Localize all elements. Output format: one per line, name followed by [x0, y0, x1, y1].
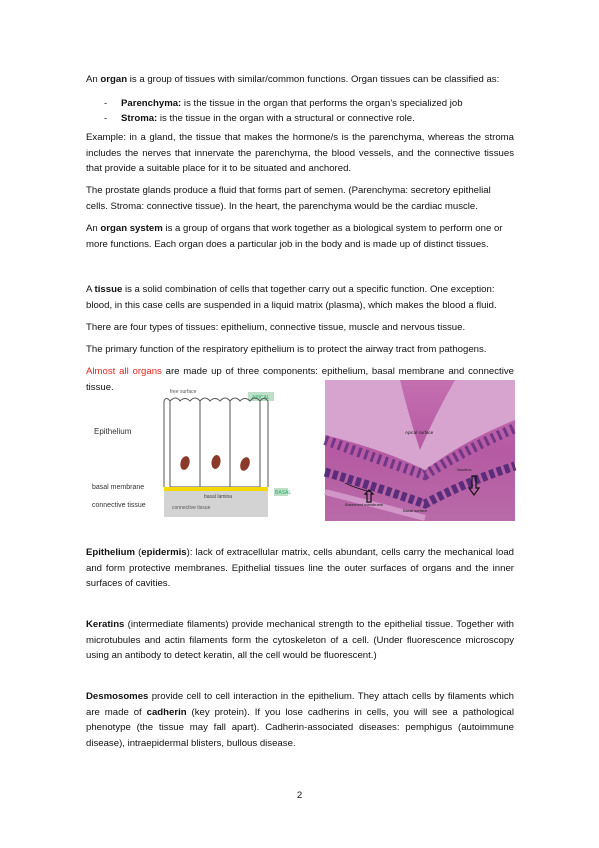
paragraph-desmosomes: Desmosomes provide cell to cell interaction in the epithelium. They attach cells by filaments which are made of cadherin (key protein). If you lose cadherins in cells, you will see a pathological phenotype (the tissue may fall apart). Cadherin-associated diseases: pemphigus (autoimmune disease), intraepidermal blisters, bullous disease. — [86, 691, 514, 749]
paragraph-keratins: Keratins (intermediate filaments) provide mechanical strength to the epithelial tissue. Together with microtubules and actin filaments form the cytoskeleton of a cell. (Under fluorescence microscopy using an antibody to detect keratin, all the cell would be fluorescent.) — [86, 619, 514, 661]
term-organ: organ — [100, 74, 128, 85]
paragraph-prostate: The prostate glands produce a fluid that forms part of semen. (Parenchyma: secretory epithelial cells. Stroma: connective tissue). In the heart, the parenchyma would be the cardiac muscle. — [86, 185, 491, 212]
diagram-label-connective-tissue: connective tissue — [92, 502, 146, 509]
diagram-label-connective-tissue-small: connective tissue — [172, 505, 211, 511]
diagram-label-free-surface: free surface — [170, 389, 197, 395]
micrograph-image — [325, 380, 515, 521]
paragraph-tissue: A tissue is a solid combination of cells that together carry out a specific function. One exception: blood, in this case cells are suspended in a liquid matrix (plasma), which makes the blood a fluid. — [86, 284, 497, 311]
micrograph-label-basement-membrane: Basement membrane — [345, 502, 384, 507]
list-item: - Stroma: is the tissue in the organ with a structural or connective role. — [104, 111, 514, 126]
paragraph-almost-all-organs: Almost all organs are made up of three components: epithelium, basal membrane and connective tissue. — [86, 366, 514, 393]
highlight-red: Almost all organs — [86, 366, 162, 377]
diagram-label-apical: APICAL — [252, 395, 270, 401]
micrograph-label-nucleus: Nucleus — [457, 467, 472, 472]
page-number: 2 — [296, 790, 303, 801]
nucleus-shape — [179, 455, 191, 471]
paragraph-epithelium: Epithelium (epidermis): lack of extracellular matrix, cells abundant, cells carry the mechanical load and form protective membranes. Epithelial tissues line the outer surfaces of organs and the inner surfaces of cavities. — [86, 547, 514, 589]
nucleus-shape — [210, 454, 221, 469]
epithelium-diagram — [88, 383, 292, 521]
paragraph-tissue-types: There are four types of tissues: epithelium, connective tissue, muscle and nervous tissue. — [86, 322, 466, 333]
diagram-label-epithelium: Epithelium — [94, 427, 132, 436]
nucleus-shape — [238, 456, 251, 472]
diagram-label-basal: BASAL — [275, 490, 292, 496]
diagram-label-basal-lamina: basal lamina — [204, 494, 233, 500]
paragraph-example: Example: in a gland, the tissue that makes the hormone/s is the parenchyma, whereas the stroma includes the nerves that innervate the parenchyma, the blood vessels, and the connective tissues that provide a suitable place for it to be situated and anchored. — [86, 132, 514, 174]
organ-tissue-list — [104, 96, 514, 126]
micrograph-label-basal-surface: Basal surface — [403, 508, 428, 513]
paragraph-respiratory: The primary function of the respiratory epithelium is to protect the airway tract from pathogens. — [86, 344, 487, 355]
diagram-label-basal-membrane: basal membrane — [92, 484, 145, 491]
micrograph-label-apical-surface: Apical surface — [405, 430, 434, 435]
paragraph-organ: An organ is a group of tissues with similar/common functions. Organ tissues can be classified as: — [86, 74, 500, 85]
list-item: - Parenchyma: is the tissue in the organ that performs the organ's specialized job — [104, 96, 514, 111]
paragraph-organ-system: An organ system is a group of organs that work together as a biological system to perform one or more functions. Each organ does a particular job in the body and is made up of distinct tissues. — [86, 223, 503, 250]
